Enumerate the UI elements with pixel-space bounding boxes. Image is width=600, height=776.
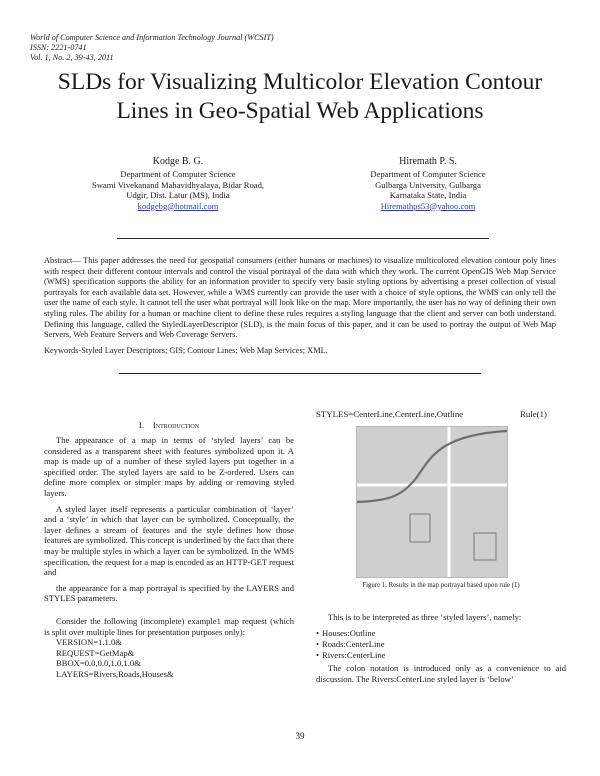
paragraph: A styled layer itself represents a particular combination of ‘layer’ and a ‘style’ in which that layer can be symbolized. Conceptually, the layer defines a stream of features and the style defines how those features are symbolized. This concept is underlined by the fact that there may be multiple styles in which a layer can be symbolized. In the WMS specification, the request for a map is encoded as an HTTP-GET request and — [44, 503, 294, 578]
author-dept: Department of Computer Science — [370, 169, 486, 179]
paragraph: This is to be interpreted as three ‘styled layers’, namely: — [328, 612, 522, 622]
house-outline — [410, 514, 430, 542]
author-location: Udgir, Dist. Latur (MS), India — [126, 190, 230, 200]
code-line: LAYERS=Rivers,Roads,Houses& — [56, 668, 174, 679]
journal-name: World of Computer Science and Information Technology Journal (WCSIT) — [30, 33, 274, 42]
author-name: Kodge B. G. — [152, 156, 204, 167]
house-outline — [474, 533, 496, 560]
author-location: Karnataka State, India — [389, 190, 467, 200]
keywords: Keywords-Styled Layer Descriptors; GIS; Contour Lines; Web Map Services; XML. — [44, 346, 328, 355]
list-item: • Roads:CenterLine — [316, 639, 385, 650]
paragraph: Consider the following (incomplete) example1 map request (which is split over multiple lines for presentation purposes only): — [44, 615, 294, 637]
author-dept: Department of Computer Science — [120, 169, 236, 179]
author-name: Hiremath P. S. — [399, 156, 457, 167]
map-illustration — [357, 427, 507, 577]
divider-top — [117, 238, 489, 239]
title-line-2: Lines in Geo-Spatial Web Applications — [116, 98, 484, 124]
paragraph: The colon notation is introduced only as a convenience to aid discussion. The Rivers:CenterLine styled layer is ‘below’ — [316, 663, 566, 684]
paragraph: The appearance of a map in terms of ‘styled layers’ can be considered as a transparent sheet with features symbolized upon it. A map is made up of a number of these styled layers put together in a specified order. The styled layers are said to be Z-ordered. Users can define more complex or simpler maps by adding or removing styled layers. — [44, 435, 294, 498]
author-affiliation: Swami Vivekanand Mahavidhyalaya, Bidar Road, — [91, 179, 265, 190]
river-line — [357, 431, 507, 502]
list-item: • Rivers:CenterLine — [316, 650, 386, 661]
list-item: • Houses:Outline — [316, 628, 376, 638]
author-block-2 — [318, 155, 538, 211]
styled-layers-list — [316, 628, 386, 662]
code-line: VERSION=1.1.0& — [56, 637, 122, 648]
journal-volume: Vol. 1, No. 2, 39-43, 2011 — [30, 53, 114, 62]
section-heading — [44, 420, 294, 430]
author-block-1 — [68, 155, 288, 211]
section-title: Introduction — [152, 420, 200, 430]
right-column-text — [316, 663, 566, 684]
author-affiliation: Gulbarga University, Gulbarga — [375, 179, 481, 190]
paper-title — [30, 68, 570, 126]
abstract: Abstract— This paper addresses the need for geospatial consumers (either humans or machines) to visualize multicolored elevation contour poly lines with respect their different contour intervals and control the visual portrayal of the data with which they work. The current OpenGIS Web Map Service (WMS) specification supports the ability for an information provider to specify very basic styling options by advertising a preset collection of visual portrayals for each available data set. However, while a WMS currently can provide the user with a choice of style options, the WMS can only tell the user the name of each style. It cannot tell the user what portrayal will look like on the map. More importantly, the user has no way of defining their own styling rules. The ability for a human or machine client to define these rules requires a styling language that the client and server can both understand. Defining this language, called the StyledLayerDescriptor (SLD), is the main focus of this paper, and it can be used to portray the output of Web Map Servers, Web Feature Servers and Web Coverage Servers. — [44, 256, 556, 340]
code-line: REQUEST=GetMap& — [56, 647, 135, 658]
journal-header — [30, 33, 274, 63]
styles-parameter-line: STYLES=CenterLine,CenterLine,Outline — [316, 409, 464, 419]
paragraph: the appearance for a map portrayal is specified by the LAYERS and STYLES parameters. — [44, 582, 294, 604]
equation-label: Rule(1) — [520, 409, 547, 419]
divider-bottom — [119, 373, 481, 374]
figure-caption: Figure 1. Results in the map portrayal based upon rule (1) — [362, 582, 520, 589]
left-column — [44, 435, 294, 679]
journal-issn: ISSN: 2221-0741 — [30, 43, 87, 52]
title-line-1: SLDs for Visualizing Multicolor Elevation Contour — [57, 69, 543, 95]
page-number: 39 — [295, 731, 305, 741]
author-email-link[interactable]: Hiremathps53@yahoo.com — [380, 200, 476, 211]
figure-map-portrayal — [356, 426, 508, 578]
code-line: BBOX=0.0,0.0,1.0,1.0& — [56, 658, 141, 669]
section-number: I. — [138, 420, 145, 430]
right-column-intro — [316, 612, 566, 623]
author-email-link[interactable]: kodgebg@hotmail.com — [137, 200, 219, 211]
code-block — [44, 637, 294, 679]
